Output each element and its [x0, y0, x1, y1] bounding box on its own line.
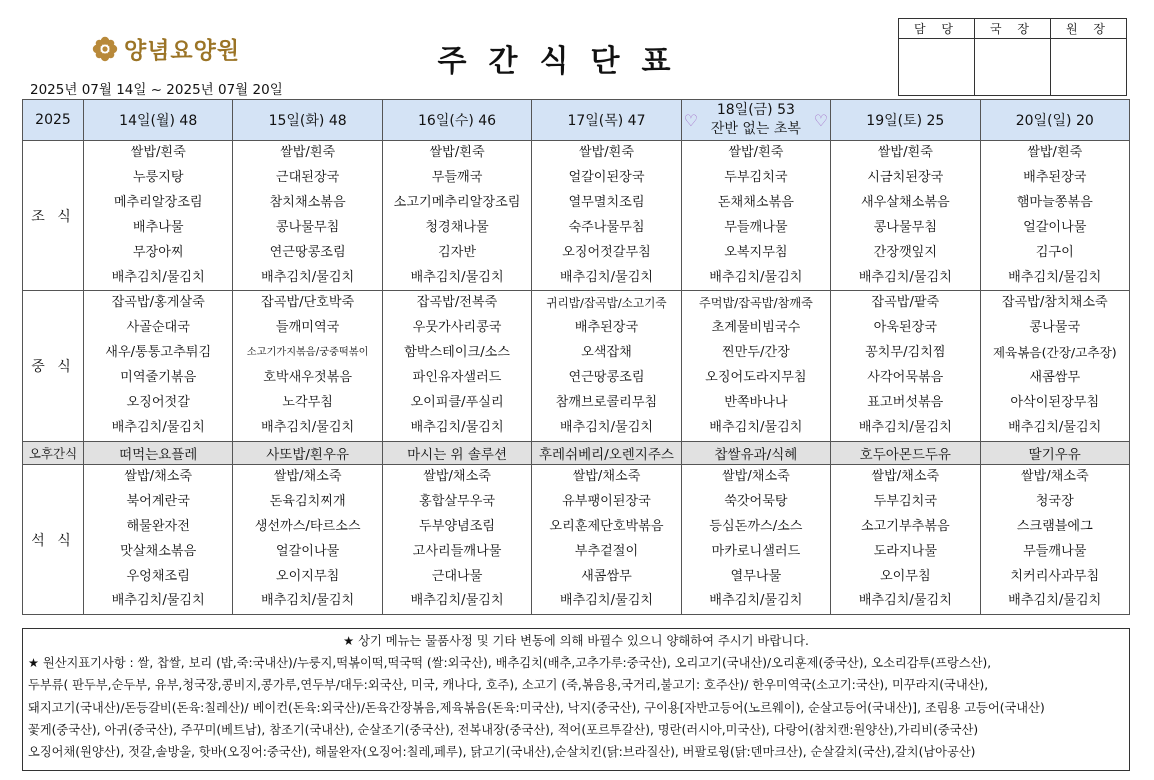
dinner-row — [23, 464, 1130, 614]
day-header: 17일(목) 47 — [532, 100, 681, 141]
logo-text: 양념요양원 — [124, 38, 241, 64]
snack-cell: 후레쉬베리/오렌지주스 — [532, 441, 681, 464]
lunch-cell: 주먹밥/잡곡밥/참깨죽 초계물비빔국수 찐만두/간장 오징어도라지무침 반쪽바나나 배추김치/물김치 — [681, 291, 830, 441]
day-header: 20일(일) 20 — [980, 100, 1129, 141]
day-header-row — [23, 100, 1130, 141]
approval-sign-manager[interactable] — [899, 39, 975, 96]
year-cell: 2025 — [23, 100, 84, 141]
origin-line: 두부류( 판두부,순두부, 유부,청국장,콩비지,콩가루,연두부/대두:외국산, 미국, 캐나다, 호주), 소고기 (죽,볶음용,국거리,불고기: 호주산)/ 한우미역국(소고기:국산), 미꾸라지(국내산), — [28, 678, 989, 693]
heart-icon: ♡ — [683, 111, 699, 130]
snack-row — [23, 441, 1130, 464]
weekly-menu-table — [22, 99, 1130, 615]
logo — [92, 32, 240, 65]
notice-headline: ★ 상기 메뉴는 물품사정 및 기타 변동에 의해 바뀔수 있으니 양해하여 주시기 바랍니다. — [343, 634, 809, 648]
lunch-cell: 잡곡밥/참치채소죽 콩나물국 제육볶음(간장/고추장) 새콤쌈무 아삭이된장무침 배추김치/물김치 — [980, 291, 1129, 441]
approval-sign-head[interactable] — [1051, 39, 1127, 96]
dinner-cell: 쌀밥/채소죽 홍합살무우국 두부양념조림 고사리들깨나물 근대나물 배추김치/물김치 — [382, 464, 531, 614]
snack-cell: 호두아몬드두유 — [831, 441, 980, 464]
day-header-label: 18일(금) 53 — [716, 102, 795, 118]
lunch-row — [23, 291, 1130, 441]
breakfast-cell: 쌀밥/흰죽 배추된장국 햄마늘쫑볶음 얼갈이나물 김구이 배추김치/물김치 — [980, 141, 1129, 291]
flower-logo-icon — [92, 36, 118, 62]
day-header: 14일(월) 48 — [84, 100, 233, 141]
dinner-cell: 쌀밥/채소죽 북어계란국 해물완자전 맛살채소볶음 우엉채조림 배추김치/물김치 — [84, 464, 233, 614]
page-title: 주간식단표 — [437, 44, 693, 79]
snack-cell: 마시는 위 솔루션 — [382, 441, 531, 464]
dinner-cell: 쌀밥/채소죽 유부팽이된장국 오리훈제단호박볶음 부추겉절이 새콤쌈무 배추김치/물김치 — [532, 464, 681, 614]
approval-label-manager: 담 당 — [899, 19, 975, 39]
approval-box — [898, 18, 1127, 96]
day-header-special — [681, 100, 830, 141]
lunch-cell: 잡곡밥/팥죽 아욱된장국 꽁치무/김치찜 사각어묵볶음 표고버섯볶음 배추김치/물김치 — [831, 291, 980, 441]
origin-line: 돼지고기(국내산)/돈등갈비(돈육:칠레산)/ 베이컨(돈육:외국산)/돈육간장볶음,제육볶음(돈육:미국산), 낙지(중국산), 구이용[자반고등어(노르웨이), 순살고등어(국내산)], 조림용 고등어(국내산) — [28, 700, 1045, 715]
approval-label-head: 원 장 — [1051, 19, 1127, 39]
breakfast-cell: 쌀밥/흰죽 무들깨국 소고기메추리알장조림 청경채나물 김자반 배추김치/물김치 — [382, 141, 531, 291]
breakfast-row — [23, 141, 1130, 291]
breakfast-cell: 쌀밥/흰죽 두부김치국 돈채채소볶음 무들깨나물 오복지무침 배추김치/물김치 — [681, 141, 830, 291]
origin-info — [23, 652, 1129, 763]
menu-period: 2025년 07월 14일 ~ 2025년 07월 20일 — [30, 82, 283, 98]
lunch-cell: 잡곡밥/단호박죽 들깨미역국 소고기가지볶음/궁중떡볶이 호박새우젓볶음 노각무침 배추김치/물김치 — [233, 291, 382, 441]
dinner-cell: 쌀밥/채소죽 두부김치국 소고기부추볶음 도라지나물 오이무침 배추김치/물김치 — [831, 464, 980, 614]
origin-line: 꽃게(중국산), 아귀(중국산), 주꾸미(베트남), 참조기(국내산), 순살조기(중국산), 전복내장(중국산), 적어(포르투갈산), 명란(러시아,미국산), 다랑어(참치캔:원양산),가리비(중국산) — [28, 722, 979, 737]
heart-icon: ♡ — [813, 111, 829, 130]
origin-line: ★ 원산지표기사항 : 쌀, 찹쌀, 보리 (밥,죽:국내산)/누룽지,떡볶이떡,떡국떡 (쌀:외국산), 배추김치(배추,고추가루:중국산), 오리고기(국내산)/오리훈제(중국산), 오소리감투(프랑스산), — [28, 656, 992, 671]
meal-label-snack: 오후간식 — [23, 441, 84, 464]
lunch-cell: 잡곡밥/전복죽 우뭇가사리콩국 함박스테이크/소스 파인유자샐러드 오이피클/푸실리 배추김치/물김치 — [382, 291, 531, 441]
day-header: 19일(토) 25 — [831, 100, 980, 141]
day-note: 잔반 없는 초복 — [710, 121, 801, 137]
breakfast-cell: 쌀밥/흰죽 얼갈이된장국 열무멸치조림 숙주나물무침 오징어젓갈무침 배추김치/물김치 — [532, 141, 681, 291]
breakfast-cell: 쌀밥/흰죽 시금치된장국 새우살채소볶음 콩나물무침 간장깻잎지 배추김치/물김치 — [831, 141, 980, 291]
lunch-cell: 귀리밥/잡곡밥/소고기죽 배추된장국 오색잡채 연근땅콩조림 참깨브로콜리무침 배추김치/물김치 — [532, 291, 681, 441]
dinner-cell: 쌀밥/채소죽 쑥갓어묵탕 등심돈까스/소스 마카로니샐러드 열무나물 배추김치/물김치 — [681, 464, 830, 614]
notice-box — [22, 628, 1130, 771]
approval-label-director: 국 장 — [975, 19, 1051, 39]
meal-label-breakfast: 조 식 — [23, 141, 84, 291]
dinner-cell: 쌀밥/채소죽 청국장 스크램블에그 무들깨나물 치커리사과무침 배추김치/물김치 — [980, 464, 1129, 614]
dinner-cell: 쌀밥/채소죽 돈육김치찌개 생선까스/타르소스 얼갈이나물 오이지무침 배추김치/물김치 — [233, 464, 382, 614]
breakfast-cell: 쌀밥/흰죽 근대된장국 참치채소볶음 콩나물무침 연근땅콩조림 배추김치/물김치 — [233, 141, 382, 291]
approval-sign-director[interactable] — [975, 39, 1051, 96]
lunch-cell: 잡곡밥/홍게살죽 사골순대국 새우/통통고추튀김 미역줄기볶음 오징어젓갈 배추김치/물김치 — [84, 291, 233, 441]
snack-cell: 사또밥/흰우유 — [233, 441, 382, 464]
breakfast-cell: 쌀밥/흰죽 누룽지탕 메추리알장조림 배추나물 무장아찌 배추김치/물김치 — [84, 141, 233, 291]
meal-label-lunch: 중 식 — [23, 291, 84, 441]
snack-cell: 딸기우유 — [980, 441, 1129, 464]
snack-cell: 찹쌀유과/식혜 — [681, 441, 830, 464]
meal-label-dinner: 석 식 — [23, 464, 84, 614]
origin-line: 오징어채(원양산), 젓갈,솔방울, 핫바(오징어:중국산), 해물완자(오징어:칠레,페루), 닭고기(국내산),순살치킨(닭:브라질산), 버팔로윙(닭:덴마크산), 순살갈치(국산),갈치(남아공산) — [28, 745, 976, 760]
day-header: 15일(화) 48 — [233, 100, 382, 141]
day-header: 16일(수) 46 — [382, 100, 531, 141]
snack-cell: 떠먹는요플레 — [84, 441, 233, 464]
